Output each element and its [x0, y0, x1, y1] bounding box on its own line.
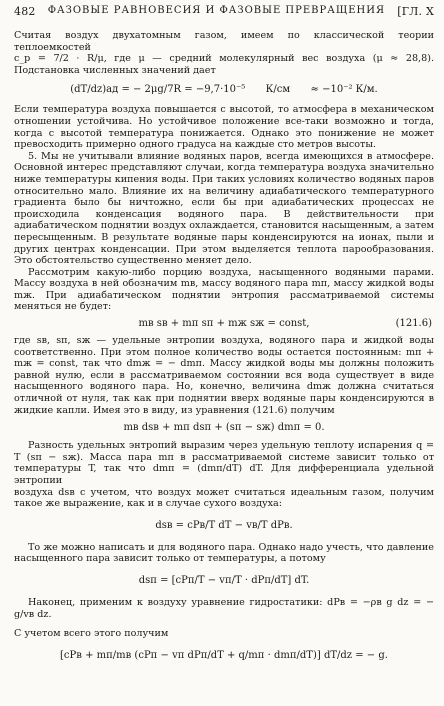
equation-lapse-approx: ≈ −10⁻² К/м. [310, 84, 378, 96]
equation-entropy-body: mв sв + mп sп + mж sж = const, [138, 318, 310, 330]
equation-121-6 [14, 318, 434, 330]
paragraph-6b: воздуха dsв с учетом, что воздух может считаться идеальным газом, получим такое же выражение, как и в случае сухого воздуха: [14, 486, 434, 510]
paragraph-9: С учетом всего этого получим [14, 628, 169, 640]
paragraph-7: То же можно написать и для водяного пара. Однако надо учесть, что давление насыщенного пара зависит только от температуры, а потому [14, 541, 434, 565]
paragraph-2: Если температура воздуха повышается с высотой, то атмосфера в механическом отношении устойчива. Но устойчивое положение все-таки возможно и тогда, когда с высотой температура понижается. Однако это понижение не может превосходить примерно одного градуса на каждые сто метров высоты. [14, 104, 434, 151]
equation-lapse-lhs: (dT/dz)ад = − 2μg/7R = −9,7·10⁻⁵ [70, 84, 246, 96]
paragraph-6a: Разность удельных энтропий выразим через удельную теплоту испарения q = T (sп − sж). Масса пара mп в рассматриваемой системе зависит только от температуры T, так что dmп = (dmп/dT) dT. Для дифференциала удельной энтропии [14, 440, 434, 486]
paragraph-5: где sв, sп, sж — удельные энтропии воздуха, водяного пара и жидкой воды соответственно. При этом полное количество воды остается постоянным: mп + mж = const, так что dmж = − dmп. Массу жидкой воды мы должны положить равной нулю, если в рассматриваемом состоянии вся вода существует в виде насыщенного водяного пара. Но, конечно, величина dmж должна считаться отличной от нуля, так как при поднятии вверх водяные пары конденсируются в жидкие капли. Имея это в виду, из уравнения (121.6) получим [14, 335, 434, 416]
equation-lapse-unit: К/см [265, 84, 291, 96]
equation-number: (121.6) [395, 318, 432, 330]
chapter-label: [ГЛ. X [397, 5, 434, 18]
equation-dsv: dsв = cPв/T dT − vв/T dPв. [155, 519, 293, 531]
paragraph-3: 5. Мы не учитывали влияние водяных паров, всегда имеющихся в атмосфере. Основной интерес представляют случаи, когда температура воздуха значительно ниже температуры кипения воды. При таких условиях количество водяных паров относительно мало. Влияние их на величину адиабатического температурного градиента было бы ничтожно, если бы при адиабатических процессах не происходила конденсация водяного пара. В действительности при адиабатическом поднятии воздух охлаждается, становится насыщенным, а затем пересыщенным. В результате водяные пары конденсируются на ионах, пыли и других центрах конденсации. При этом выделяется теплота парообразования. Это обстоятельство существенно меняет дело. [14, 150, 434, 267]
paragraph-4: Рассмотрим какую-либо порцию воздуха, насыщенного водяными парами. Массу воздуха в ней обозначим mв, массу водяного пара mп, массу жидкой воды mж. При адиабатическом поднятии энтропия рассматриваемой системы меняться не будет: [14, 266, 434, 313]
paragraph-1b: c_p = 7/2 · R/μ, где μ — средний молекулярный вес воздуха (μ ≈ 28,8). Подстановка численных значений дает [14, 53, 434, 76]
equation-dsp: dsп = [cPп/T − vп/T · dPп/dT] dT. [138, 574, 310, 586]
page [14, 5, 434, 672]
page-number: 482 [14, 5, 36, 18]
paragraph-1a: Считая воздух двухатомным газом, имеем по классической теории теплоемкостей [14, 30, 434, 53]
running-title: ФАЗОВЫЕ РАВНОВЕСИЯ И ФАЗОВЫЕ ПРЕВРАЩЕНИЯ [47, 5, 386, 16]
running-header [14, 5, 434, 21]
equation-lapse-rate [14, 84, 434, 96]
equation-final: [cPв + mп/mв (cPп − vп dPп/dT + q/mп · dmп/dT)] dT/dz = − g. [60, 649, 388, 661]
equation-differential: mв dsв + mп dsп + (sп − sж) dmп = 0. [123, 422, 325, 434]
paragraph-8: Наконец, применим к воздуху уравнение гидростатики: dPв = −ρв g dz = − g/vв dz. [14, 596, 434, 620]
